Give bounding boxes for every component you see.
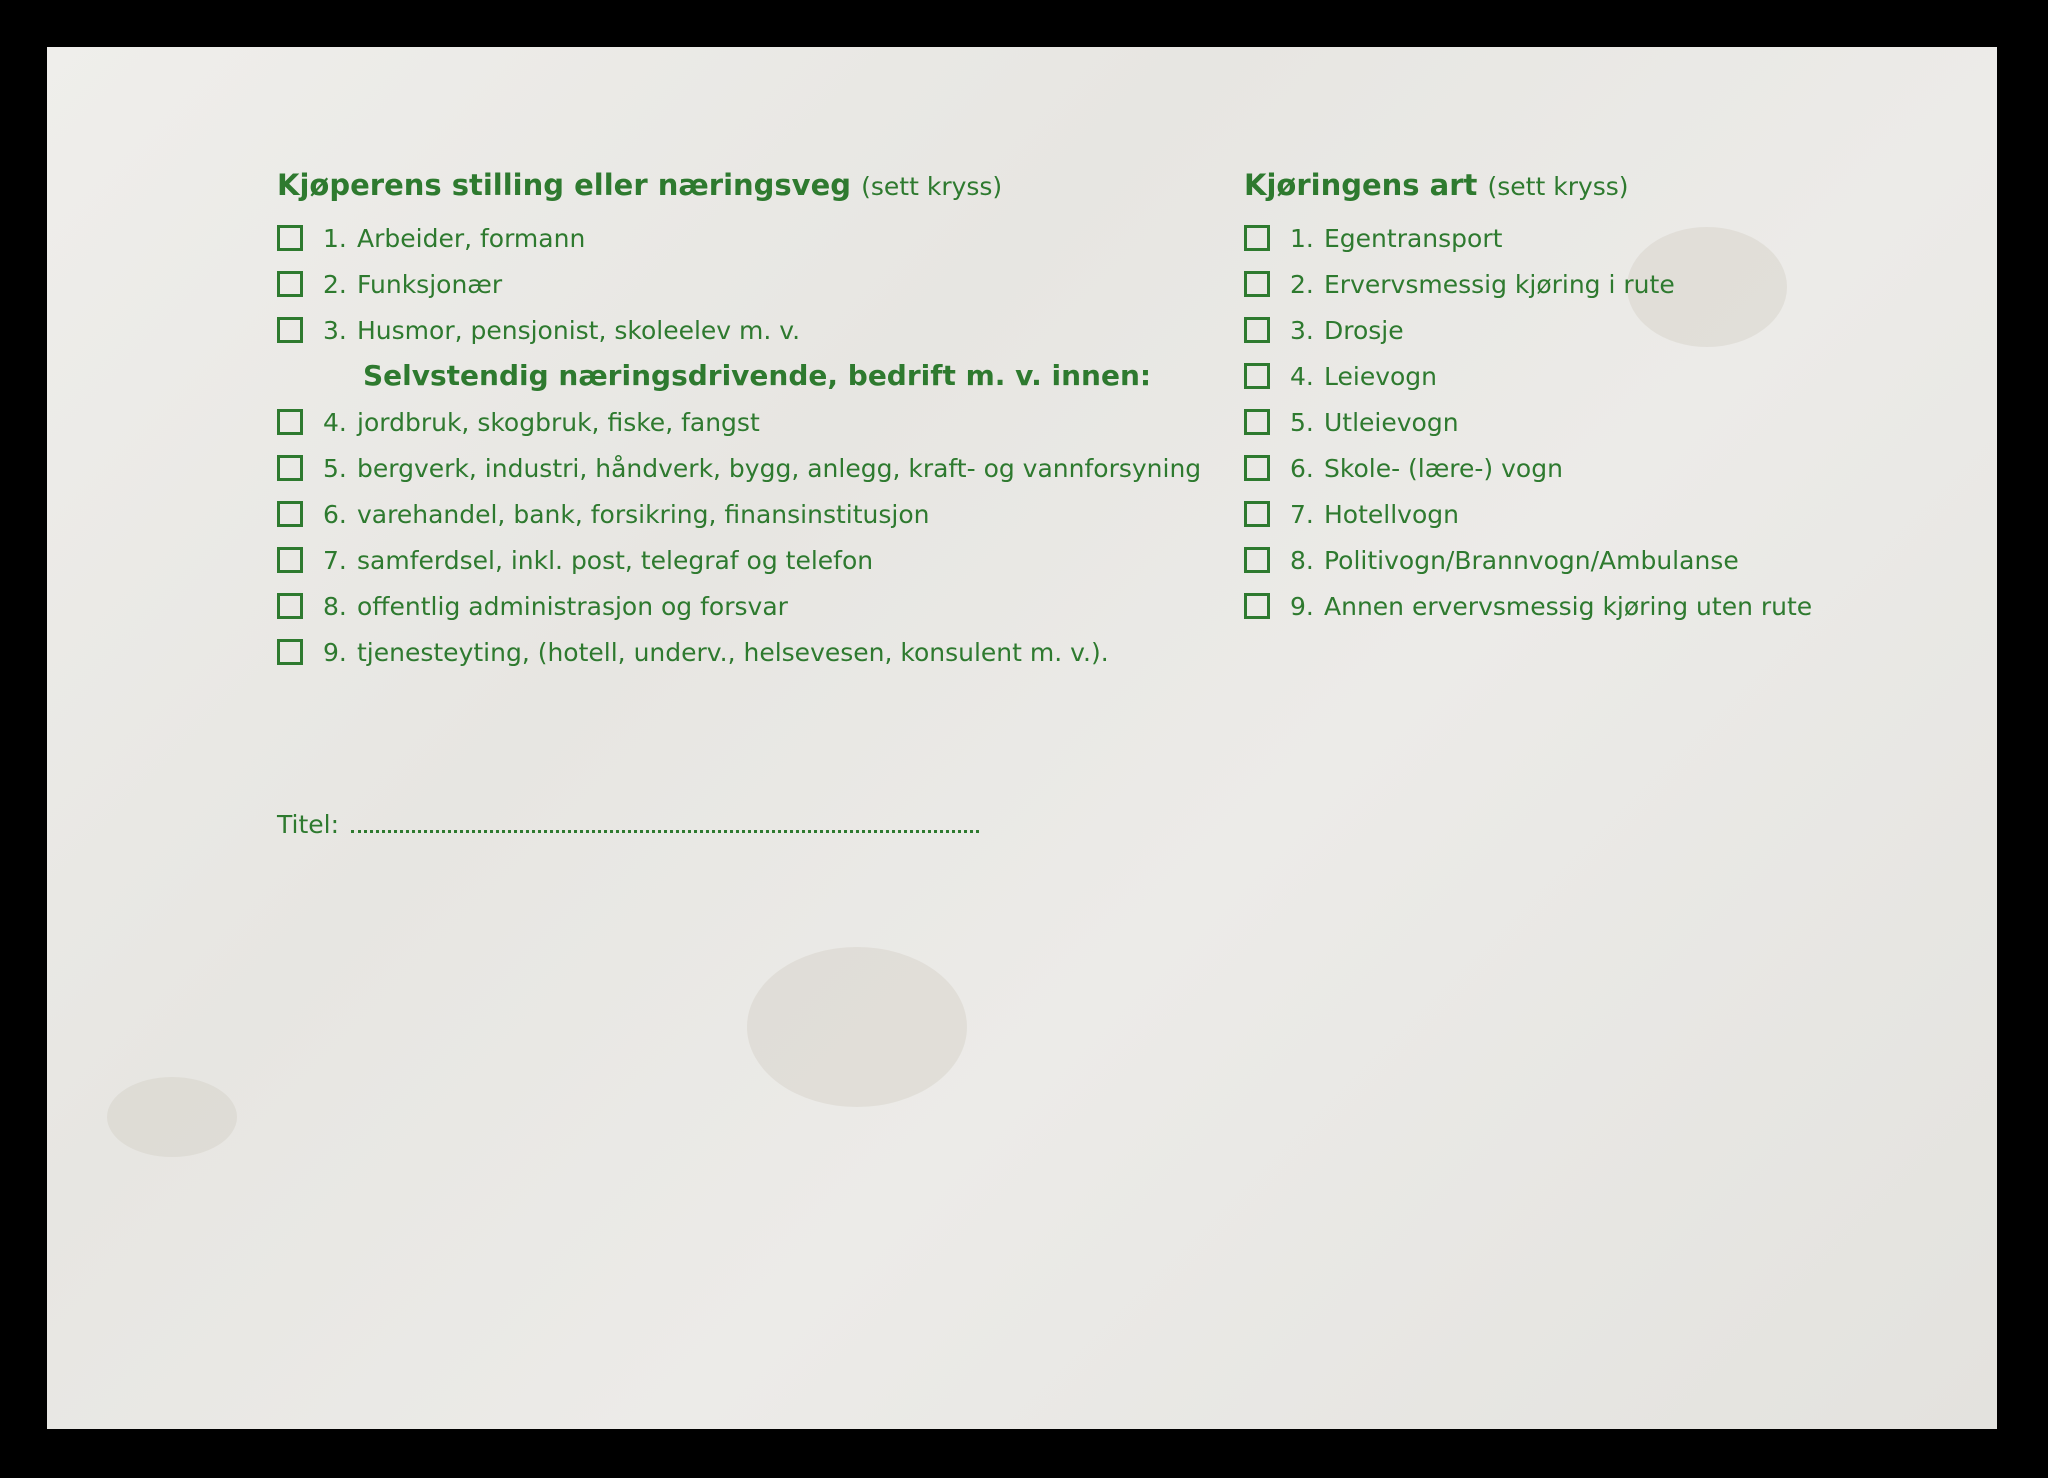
option-label: Ervervsmessig kjøring i rute xyxy=(1324,269,1675,299)
option-number: 4. xyxy=(1290,361,1314,391)
checkbox[interactable] xyxy=(277,455,303,481)
buyer-occupation-heading xyxy=(277,155,1277,215)
option-label: tjenesteyting, (hotell, underv., helsevesen, konsulent m. v.). xyxy=(357,637,1109,667)
occupation-option-4[interactable] xyxy=(277,399,1277,445)
checkbox[interactable] xyxy=(1244,547,1270,573)
option-label: Skole- (lære-) vogn xyxy=(1324,453,1563,483)
occupation-option-3[interactable] xyxy=(277,307,1277,353)
option-label: Utleievogn xyxy=(1324,407,1459,437)
option-number: 4. xyxy=(323,407,347,437)
driving-option-4[interactable] xyxy=(1244,353,1984,399)
option-number: 9. xyxy=(323,637,347,667)
checkbox[interactable] xyxy=(277,501,303,527)
buyer-occupation-section xyxy=(277,155,1277,675)
option-number: 9. xyxy=(1290,591,1314,621)
checkbox[interactable] xyxy=(277,317,303,343)
checkbox[interactable] xyxy=(1244,593,1270,619)
driving-option-2[interactable] xyxy=(1244,261,1984,307)
occupation-list-a xyxy=(277,215,1277,353)
option-number: 8. xyxy=(1290,545,1314,575)
option-label: Politivogn/Brannvogn/Ambulanse xyxy=(1324,545,1739,575)
occupation-list-b xyxy=(277,399,1277,675)
option-label: samferdsel, inkl. post, telegraf og telefon xyxy=(357,545,874,575)
option-number: 7. xyxy=(323,545,347,575)
title-field xyxy=(277,810,979,839)
checkbox[interactable] xyxy=(1244,501,1270,527)
option-number: 5. xyxy=(323,453,347,483)
driving-option-1[interactable] xyxy=(1244,215,1984,261)
form-sheet xyxy=(47,47,1997,1429)
checkbox[interactable] xyxy=(1244,225,1270,251)
occupation-option-8[interactable] xyxy=(277,583,1277,629)
option-label: Hotellvogn xyxy=(1324,499,1459,529)
option-number: 8. xyxy=(323,591,347,621)
checkbox[interactable] xyxy=(1244,455,1270,481)
option-label: Leievogn xyxy=(1324,361,1438,391)
occupation-option-9[interactable] xyxy=(277,629,1277,675)
option-label: Annen ervervsmessig kjøring uten rute xyxy=(1324,591,1813,621)
checkbox[interactable] xyxy=(277,409,303,435)
option-label: Funksjonær xyxy=(357,269,503,299)
checkbox[interactable] xyxy=(1244,271,1270,297)
driving-type-section xyxy=(1244,155,1984,629)
driving-option-9[interactable] xyxy=(1244,583,1984,629)
occupation-option-6[interactable] xyxy=(277,491,1277,537)
heading-note: (sett kryss) xyxy=(1487,172,1629,201)
option-label: offentlig administrasjon og forsvar xyxy=(357,591,788,621)
option-label: Egentransport xyxy=(1324,223,1503,253)
checkbox[interactable] xyxy=(277,639,303,665)
driving-option-5[interactable] xyxy=(1244,399,1984,445)
option-number: 6. xyxy=(323,499,347,529)
paper-stain xyxy=(747,947,967,1107)
option-number: 1. xyxy=(1290,223,1314,253)
title-input-line[interactable] xyxy=(351,810,979,833)
option-number: 3. xyxy=(323,315,347,345)
checkbox[interactable] xyxy=(277,225,303,251)
option-label: Husmor, pensjonist, skoleelev m. v. xyxy=(357,315,801,345)
title-label: Titel: xyxy=(277,810,339,839)
heading-note: (sett kryss) xyxy=(861,172,1003,201)
driving-type-list xyxy=(1244,215,1984,629)
option-label: jordbruk, skogbruk, fiske, fangst xyxy=(357,407,760,437)
checkbox[interactable] xyxy=(277,547,303,573)
option-label: bergverk, industri, håndverk, bygg, anlegg, kraft- og vannforsyning xyxy=(357,453,1202,483)
option-number: 3. xyxy=(1290,315,1314,345)
occupation-option-2[interactable] xyxy=(277,261,1277,307)
occupation-option-5[interactable] xyxy=(277,445,1277,491)
option-number: 7. xyxy=(1290,499,1314,529)
option-number: 1. xyxy=(323,223,347,253)
checkbox[interactable] xyxy=(1244,409,1270,435)
option-number: 2. xyxy=(1290,269,1314,299)
occupation-option-1[interactable] xyxy=(277,215,1277,261)
driving-type-heading xyxy=(1244,155,1984,215)
driving-option-6[interactable] xyxy=(1244,445,1984,491)
option-number: 2. xyxy=(323,269,347,299)
checkbox[interactable] xyxy=(277,271,303,297)
option-number: 6. xyxy=(1290,453,1314,483)
checkbox[interactable] xyxy=(1244,363,1270,389)
option-label: varehandel, bank, forsikring, finansinstitusjon xyxy=(357,499,930,529)
driving-option-8[interactable] xyxy=(1244,537,1984,583)
option-label: Drosje xyxy=(1324,315,1404,345)
heading-text: Kjøperens stilling eller næringsveg xyxy=(277,168,852,202)
option-number: 5. xyxy=(1290,407,1314,437)
driving-option-7[interactable] xyxy=(1244,491,1984,537)
occupation-option-7[interactable] xyxy=(277,537,1277,583)
heading-text: Kjøringens art xyxy=(1244,168,1478,202)
checkbox[interactable] xyxy=(277,593,303,619)
checkbox[interactable] xyxy=(1244,317,1270,343)
paper-stain xyxy=(107,1077,237,1157)
driving-option-3[interactable] xyxy=(1244,307,1984,353)
option-label: Arbeider, formann xyxy=(357,223,586,253)
self-employed-subheading: Selvstendig næringsdrivende, bedrift m. v. innen: xyxy=(363,359,1152,392)
